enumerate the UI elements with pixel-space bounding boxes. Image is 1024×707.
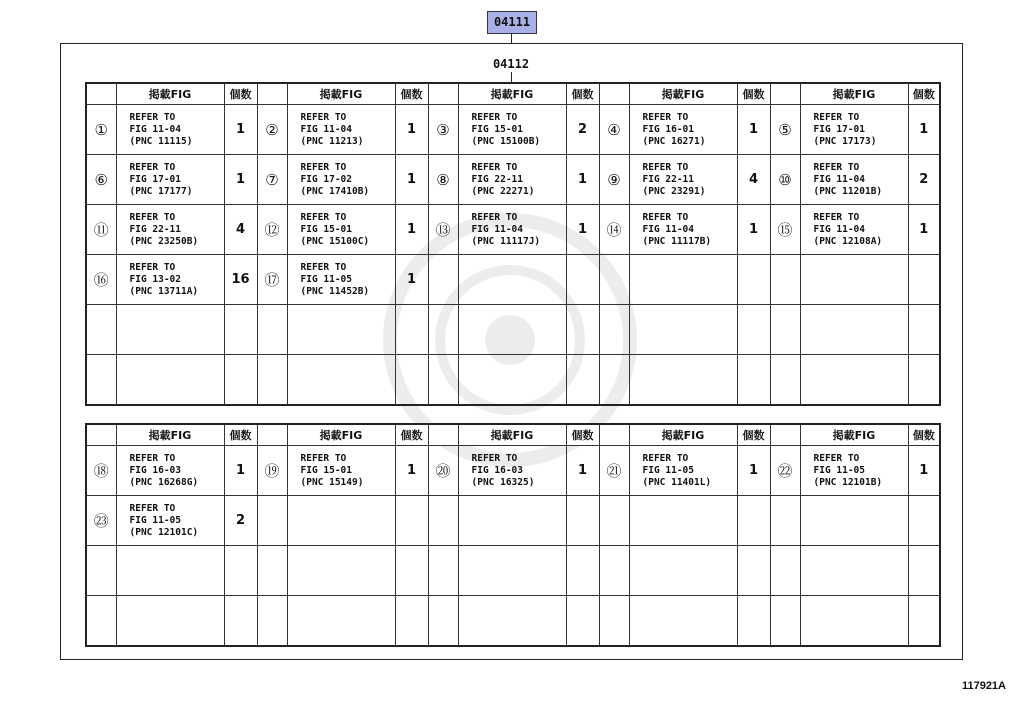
callout-number: ⑦ (257, 155, 287, 205)
fig-reference[interactable]: REFER TO FIG 11-05 (PNC 11452B) (287, 255, 395, 305)
fig-reference[interactable]: REFER TO FIG 16-03 (PNC 16325) (458, 446, 566, 496)
callout-number (428, 496, 458, 546)
quantity (908, 496, 940, 546)
quantity (566, 255, 599, 305)
callout-number: ⑱ (86, 446, 116, 496)
header-fig: 掲載FIG (629, 424, 737, 446)
header-num (257, 424, 287, 446)
callout-number (428, 355, 458, 405)
callout-number: ③ (428, 105, 458, 155)
fig-reference (629, 305, 737, 355)
callout-number (257, 496, 287, 546)
header-num (770, 424, 800, 446)
callout-number: ① (86, 105, 116, 155)
fig-reference (800, 255, 908, 305)
table-row (86, 355, 940, 405)
callout-number: ㉓ (86, 496, 116, 546)
quantity (737, 255, 770, 305)
fig-reference (287, 305, 395, 355)
quantity (566, 496, 599, 546)
fig-reference[interactable]: REFER TO FIG 17-02 (PNC 17410B) (287, 155, 395, 205)
header-fig: 掲載FIG (458, 83, 566, 105)
fig-reference[interactable]: REFER TO FIG 11-05 (PNC 12101C) (116, 496, 224, 546)
fig-reference (800, 305, 908, 355)
quantity: 1 (737, 446, 770, 496)
fig-reference (629, 496, 737, 546)
header-num (428, 83, 458, 105)
callout-number: ⑨ (599, 155, 629, 205)
fig-reference[interactable]: REFER TO FIG 22-11 (PNC 23291) (629, 155, 737, 205)
callout-number (86, 546, 116, 596)
fig-reference (116, 355, 224, 405)
figure-id: 117921A (961, 680, 1006, 692)
fig-reference[interactable]: REFER TO FIG 22-11 (PNC 23250B) (116, 205, 224, 255)
fig-reference[interactable]: REFER TO FIG 13-02 (PNC 13711A) (116, 255, 224, 305)
header-fig: 掲載FIG (116, 83, 224, 105)
quantity (395, 355, 428, 405)
header-num (257, 83, 287, 105)
callout-number (257, 355, 287, 405)
callout-number (770, 546, 800, 596)
quantity (395, 596, 428, 646)
table-row (86, 496, 940, 546)
table-row (86, 255, 940, 305)
fig-reference[interactable]: REFER TO FIG 11-04 (PNC 11115) (116, 105, 224, 155)
callout-number: ㉒ (770, 446, 800, 496)
fig-reference (458, 305, 566, 355)
quantity (908, 546, 940, 596)
fig-reference (116, 305, 224, 355)
fig-reference (287, 496, 395, 546)
header-qty: 個数 (395, 83, 428, 105)
fig-reference (629, 546, 737, 596)
quantity (395, 305, 428, 355)
header-fig: 掲載FIG (116, 424, 224, 446)
quantity: 4 (224, 205, 257, 255)
callout-number (770, 355, 800, 405)
parts-table-upper (85, 82, 941, 406)
quantity: 1 (395, 205, 428, 255)
fig-reference (800, 496, 908, 546)
fig-reference (458, 355, 566, 405)
quantity (737, 546, 770, 596)
callout-number (599, 255, 629, 305)
quantity: 1 (566, 155, 599, 205)
callout-number (599, 546, 629, 596)
callout-number: ⑮ (770, 205, 800, 255)
fig-reference[interactable]: REFER TO FIG 11-04 (PNC 11117B) (629, 205, 737, 255)
quantity (566, 355, 599, 405)
callout-number: ⑤ (770, 105, 800, 155)
header-fig: 掲載FIG (800, 83, 908, 105)
quantity (224, 596, 257, 646)
quantity: 1 (224, 105, 257, 155)
callout-number: ② (257, 105, 287, 155)
callout-number (86, 596, 116, 646)
header-qty: 個数 (224, 83, 257, 105)
callout-number: ⑩ (770, 155, 800, 205)
quantity: 2 (224, 496, 257, 546)
quantity: 1 (908, 205, 940, 255)
callout-number: ⑲ (257, 446, 287, 496)
connector-line (511, 72, 512, 82)
quantity: 1 (566, 446, 599, 496)
header-qty: 個数 (908, 424, 940, 446)
quantity: 2 (566, 105, 599, 155)
fig-reference[interactable]: REFER TO FIG 11-05 (PNC 12101B) (800, 446, 908, 496)
quantity (395, 496, 428, 546)
callout-number (599, 355, 629, 405)
fig-reference (287, 546, 395, 596)
header-num (86, 83, 116, 105)
quantity: 1 (224, 155, 257, 205)
fig-reference (800, 546, 908, 596)
fig-reference (629, 255, 737, 305)
quantity (737, 355, 770, 405)
quantity: 4 (737, 155, 770, 205)
callout-number (428, 596, 458, 646)
quantity (395, 546, 428, 596)
header-num (86, 424, 116, 446)
group-label-04112: 04112 (492, 57, 530, 71)
fig-reference (116, 546, 224, 596)
quantity: 1 (395, 105, 428, 155)
table-row (86, 596, 940, 646)
fig-reference[interactable]: REFER TO FIG 16-01 (PNC 16271) (629, 105, 737, 155)
header-num (770, 83, 800, 105)
fig-reference (800, 355, 908, 405)
fig-reference (458, 546, 566, 596)
header-num (599, 83, 629, 105)
header-fig: 掲載FIG (287, 424, 395, 446)
fig-reference (116, 596, 224, 646)
header-qty: 個数 (566, 424, 599, 446)
header-qty: 個数 (908, 83, 940, 105)
fig-reference (800, 596, 908, 646)
table-row (86, 105, 940, 155)
fig-reference[interactable]: REFER TO FIG 15-01 (PNC 15100B) (458, 105, 566, 155)
callout-number: ⑧ (428, 155, 458, 205)
quantity (737, 496, 770, 546)
fig-reference[interactable]: REFER TO FIG 16-03 (PNC 16268G) (116, 446, 224, 496)
quantity: 1 (737, 205, 770, 255)
quantity: 1 (908, 446, 940, 496)
quantity: 16 (224, 255, 257, 305)
fig-reference[interactable]: REFER TO FIG 11-04 (PNC 11201B) (800, 155, 908, 205)
fig-reference[interactable]: REFER TO FIG 15-01 (PNC 15100C) (287, 205, 395, 255)
fig-reference (629, 355, 737, 405)
callout-number (428, 546, 458, 596)
quantity (737, 596, 770, 646)
header-qty: 個数 (395, 424, 428, 446)
table-row (86, 546, 940, 596)
quantity (908, 596, 940, 646)
quantity: 1 (908, 105, 940, 155)
quantity (566, 546, 599, 596)
header-qty: 個数 (737, 83, 770, 105)
fig-reference[interactable]: REFER TO FIG 11-04 (PNC 11213) (287, 105, 395, 155)
callout-number (257, 546, 287, 596)
callout-number (428, 305, 458, 355)
fig-reference (458, 596, 566, 646)
callout-number (257, 305, 287, 355)
quantity (908, 355, 940, 405)
quantity (737, 305, 770, 355)
header-num (428, 424, 458, 446)
callout-number (770, 305, 800, 355)
callout-number (599, 305, 629, 355)
quantity (224, 305, 257, 355)
callout-number: ④ (599, 105, 629, 155)
callout-number: ⑫ (257, 205, 287, 255)
fig-reference[interactable]: REFER TO FIG 17-01 (PNC 17177) (116, 155, 224, 205)
callout-number (86, 355, 116, 405)
callout-number (428, 255, 458, 305)
fig-reference[interactable]: REFER TO FIG 15-01 (PNC 15149) (287, 446, 395, 496)
fig-reference (287, 596, 395, 646)
callout-number (770, 596, 800, 646)
fig-reference[interactable]: REFER TO FIG 17-01 (PNC 17173) (800, 105, 908, 155)
callout-number: ⑬ (428, 205, 458, 255)
quantity (224, 355, 257, 405)
quantity (908, 305, 940, 355)
header-fig: 掲載FIG (287, 83, 395, 105)
quantity: 1 (737, 105, 770, 155)
table-row (86, 155, 940, 205)
fig-reference (287, 355, 395, 405)
header-fig: 掲載FIG (629, 83, 737, 105)
quantity (908, 255, 940, 305)
quantity: 1 (395, 155, 428, 205)
callout-number: ⑳ (428, 446, 458, 496)
callout-number: ㉑ (599, 446, 629, 496)
quantity: 2 (908, 155, 940, 205)
quantity (566, 305, 599, 355)
fig-reference[interactable]: REFER TO FIG 11-04 (PNC 11117J) (458, 205, 566, 255)
header-fig: 掲載FIG (800, 424, 908, 446)
callout-number (770, 255, 800, 305)
quantity: 1 (224, 446, 257, 496)
table-row (86, 446, 940, 496)
callout-number (86, 305, 116, 355)
fig-reference (458, 496, 566, 546)
fig-reference[interactable]: REFER TO FIG 11-05 (PNC 11401L) (629, 446, 737, 496)
fig-reference[interactable]: REFER TO FIG 22-11 (PNC 22271) (458, 155, 566, 205)
quantity: 1 (395, 446, 428, 496)
callout-number: ⑯ (86, 255, 116, 305)
callout-number (257, 596, 287, 646)
table-row (86, 205, 940, 255)
table-row (86, 305, 940, 355)
callout-number: ⑪ (86, 205, 116, 255)
quantity (224, 546, 257, 596)
fig-reference[interactable]: REFER TO FIG 11-04 (PNC 12108A) (800, 205, 908, 255)
callout-number: ⑰ (257, 255, 287, 305)
callout-number: ⑭ (599, 205, 629, 255)
callout-number (599, 496, 629, 546)
header-num (599, 424, 629, 446)
header-qty: 個数 (224, 424, 257, 446)
callout-number: ⑥ (86, 155, 116, 205)
header-qty: 個数 (566, 83, 599, 105)
quantity: 1 (566, 205, 599, 255)
parts-table-lower (85, 423, 941, 647)
quantity: 1 (395, 255, 428, 305)
header-qty: 個数 (737, 424, 770, 446)
fig-reference (629, 596, 737, 646)
group-label-04111[interactable]: 04111 (487, 11, 537, 34)
header-fig: 掲載FIG (458, 424, 566, 446)
quantity (566, 596, 599, 646)
callout-number (770, 496, 800, 546)
fig-reference (458, 255, 566, 305)
callout-number (599, 596, 629, 646)
